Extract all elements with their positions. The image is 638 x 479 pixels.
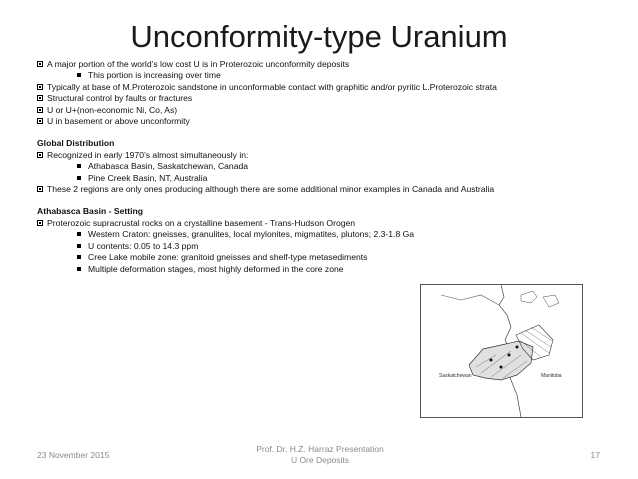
- sub-bullet-text: Western Craton: gneisses, granulites, local mylonites, migmatites, plutons; 2.3-1.8 Ga: [88, 229, 415, 240]
- footer-date: 23 November 2015: [37, 450, 110, 460]
- sub-bullet-item: [37, 229, 607, 240]
- bullet-text: Recognized in early 1970’s almost simultaneously in:: [47, 149, 249, 160]
- page-number: 17: [590, 450, 600, 460]
- square-bullet-icon: [77, 73, 81, 77]
- geologic-map-figure: [420, 284, 583, 418]
- square-bullet-icon: [77, 232, 81, 236]
- checkbox-bullet-icon: [37, 107, 43, 113]
- bullet-item: [37, 150, 607, 161]
- sub-bullet-text: Multiple deformation stages, most highly deformed in the core zone: [88, 263, 344, 274]
- sub-bullet-item: [37, 252, 607, 263]
- bullet-item: [37, 59, 607, 70]
- square-bullet-icon: [77, 255, 81, 259]
- checkbox-bullet-icon: [37, 61, 43, 67]
- deposit-marker: [516, 346, 519, 349]
- square-bullet-icon: [77, 176, 81, 180]
- bullet-item: [37, 82, 607, 93]
- footer-presenter: [200, 444, 440, 466]
- deposit-marker: [508, 354, 511, 357]
- checkbox-bullet-icon: [37, 152, 43, 158]
- sub-bullet-text: U contents: 0.05 to 14.3 ppm: [88, 240, 199, 251]
- bullet-text: U in basement or above unconformity: [47, 116, 190, 127]
- deposit-marker: [490, 359, 493, 362]
- checkbox-bullet-icon: [37, 95, 43, 101]
- square-bullet-icon: [77, 244, 81, 248]
- checkbox-bullet-icon: [37, 118, 43, 124]
- map-label: Saskatchewan: [439, 373, 472, 379]
- sub-bullet-text: This portion is increasing over time: [88, 70, 221, 81]
- footer-presenter-line1: Prof. Dr. H.Z. Harraz Presentation: [256, 444, 384, 454]
- bullet-text: These 2 regions are only ones producing although there are some additional minor examples in Canada and Australia: [47, 184, 495, 195]
- checkbox-bullet-icon: [37, 220, 43, 226]
- bullet-text: Structural control by faults or fractures: [47, 93, 193, 104]
- sub-bullet-item: [37, 241, 607, 252]
- sub-bullet-item: [37, 264, 607, 275]
- section-heading-global: Global Distribution: [37, 138, 115, 149]
- deposit-marker: [500, 366, 503, 369]
- checkbox-bullet-icon: [37, 186, 43, 192]
- square-bullet-icon: [77, 164, 81, 168]
- bullet-item: [37, 184, 607, 195]
- sub-bullet-text: Athabasca Basin, Saskatchewan, Canada: [88, 161, 249, 172]
- bullet-item: [37, 105, 607, 116]
- map-label: Manitoba: [541, 373, 562, 379]
- slide-title: Unconformity-type Uranium: [130, 19, 508, 54]
- geologic-map-svg: [421, 285, 582, 417]
- athabasca-basin-outline: [469, 341, 533, 380]
- bullet-item: [37, 218, 607, 229]
- bullet-text: Typically at base of M.Proterozoic sandstone in unconformable contact with graphitic and/or pyritic L.Proterozoic strata: [47, 81, 497, 92]
- bullet-text: U or U+(non-economic Ni, Co, As): [47, 104, 178, 115]
- square-bullet-icon: [77, 267, 81, 271]
- bullet-text: Proterozoic supracrustal rocks on a crystalline basement - Trans-Hudson Orogen: [47, 217, 356, 228]
- checkbox-bullet-icon: [37, 84, 43, 90]
- sub-bullet-text: Cree Lake mobile zone: granitoid gneisses and shelf-type metasediments: [88, 252, 368, 263]
- sub-bullet-text: Pine Creek Basin, NT, Australia: [88, 172, 208, 183]
- section-heading-athabasca: Athabasca Basin - Setting: [37, 206, 144, 217]
- bullet-item: [37, 116, 607, 127]
- map-inset-box: [521, 291, 537, 303]
- bullet-text: A major portion of the world’s low cost U is in Proterozoic unconformity deposits: [47, 59, 350, 69]
- sub-bullet-item: [37, 161, 607, 172]
- boundary-line: [441, 295, 499, 305]
- footer-presenter-line2: U Ore Deposits: [290, 455, 350, 465]
- sub-bullet-item: [37, 70, 607, 81]
- sub-bullet-item: [37, 173, 607, 184]
- bullet-item: [37, 93, 607, 104]
- slide-content: [37, 59, 607, 275]
- map-inset-box: [543, 295, 559, 307]
